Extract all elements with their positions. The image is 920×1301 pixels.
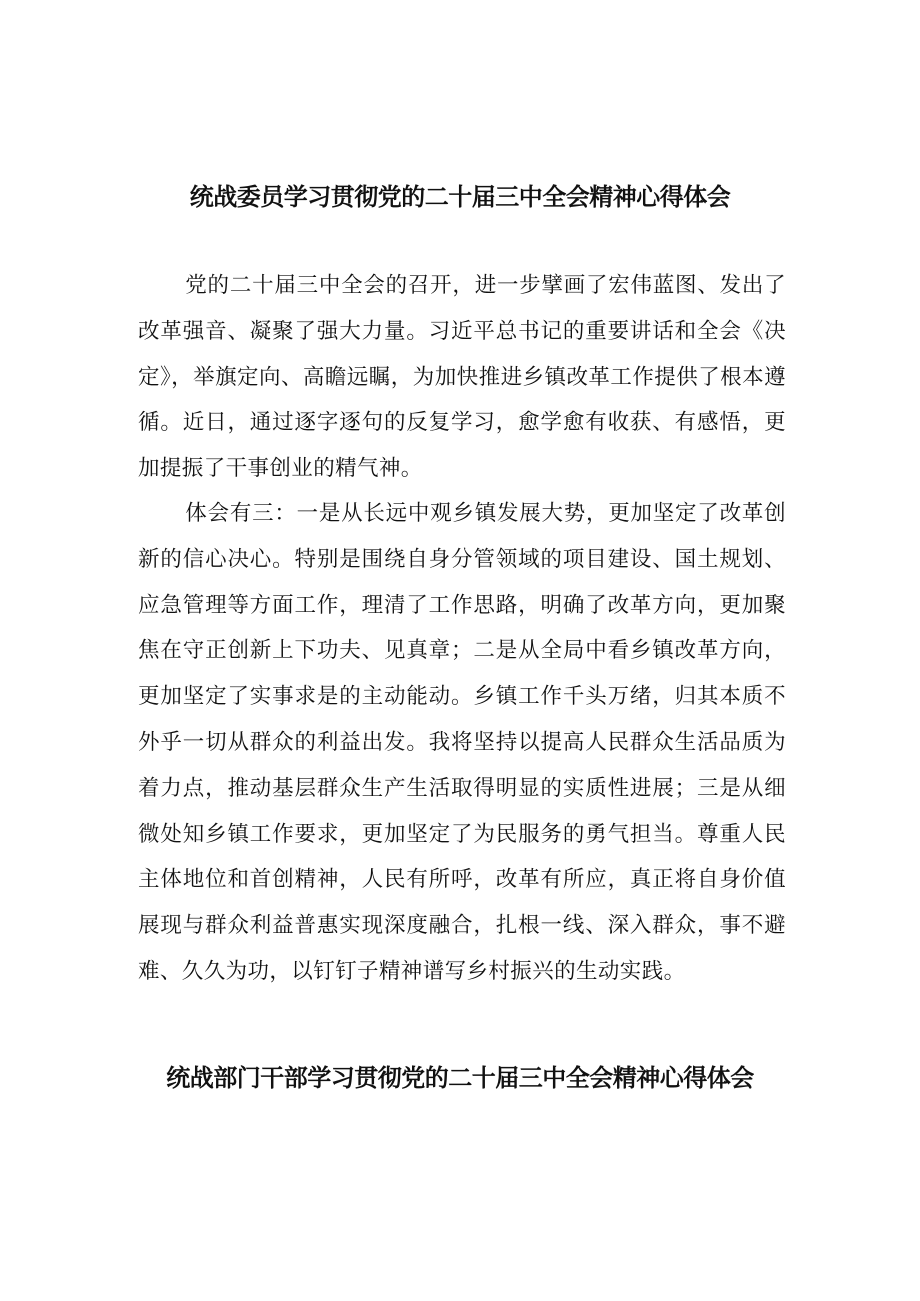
article-paragraph: 体会有三：一是从长远中观乡镇发展大势，更加坚定了改革创新的信心决心。特别是围绕自身分管领域的项目建设、国土规划、应急管理等方面工作，理清了工作思路，明确了改革方向，更加聚焦在守正创新上下功夫、见真章；二是从全局中看乡镇改革方向，更加坚定了实事求是的主动能动。乡镇工作千头万绪，归其本质不外乎一切从群众的利益出发。我将坚持以提高人民群众生活品质为着力点，推动基层群众生产生活取得明显的实质性进展；三是从细微处知乡镇工作要求，更加坚定了为民服务的勇气担当。尊重人民主体地位和首创精神，人民有所呼，改革有所应，真正将自身价值展现与群众利益普惠实现深度融合，扎根一线、深入群众，事不避难、久久为功，以钉钉子精神谱写乡村振兴的生动实践。	[138, 501, 786, 984]
article-paragraph: 党的二十届三中全会的召开，进一步擘画了宏伟蓝图、发出了改革强音、凝聚了强大力量。习近平总书记的重要讲话和全会《决定》，举旗定向、高瞻远瞩，为加快推进乡镇改革工作提供了根本遵循。近日，通过逐字逐句的反复学习，愈学愈有收获、有感悟，更加提振了干事创业的精气神。	[138, 273, 786, 482]
next-article-title: 统战部门干部学习贯彻党的二十届三中全会精神心得体会	[166, 1064, 754, 1092]
article-title: 统战委员学习贯彻党的二十届三中全会精神心得体会	[189, 183, 731, 211]
